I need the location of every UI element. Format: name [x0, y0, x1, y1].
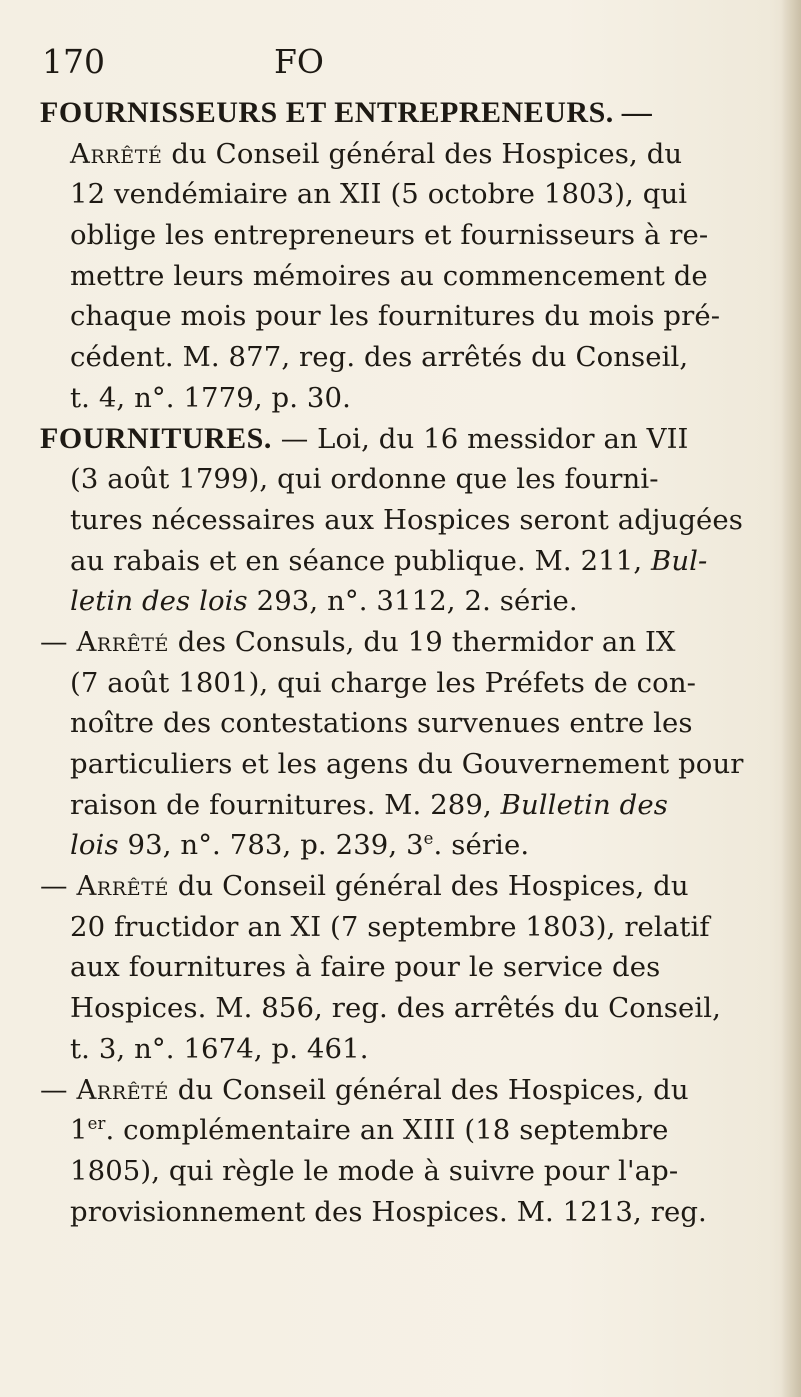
- text-line: [40, 256, 770, 297]
- text-line: [40, 541, 770, 582]
- text-run: Hospices. M. 856, reg. des arrêtés du Conseil,: [70, 992, 721, 1025]
- text-line: [40, 296, 770, 337]
- text-line: [40, 459, 770, 500]
- text-run: t. 4, n°. 1779, p. 30.: [70, 381, 351, 414]
- text-run: —: [40, 625, 77, 658]
- text-line: [40, 744, 770, 785]
- text-run: mettre leurs mémoires au commencement de: [70, 259, 708, 292]
- text-run: . série.: [433, 829, 530, 862]
- publication-title: lois: [70, 829, 119, 862]
- text-line: [40, 419, 770, 460]
- text-line: [40, 947, 770, 988]
- page-header: [42, 42, 762, 92]
- text-line: [40, 378, 770, 419]
- text-line: [40, 1151, 770, 1192]
- text-line: [40, 988, 770, 1029]
- text-run: t. 3, n°. 1674, p. 461.: [70, 1032, 369, 1065]
- text-line: [40, 866, 770, 907]
- text-run: oblige les entrepreneurs et fournisseurs à re-: [70, 219, 709, 252]
- text-line: [40, 785, 770, 826]
- publication-title: letin des lois: [70, 585, 248, 618]
- text-line: [40, 1070, 770, 1111]
- text-run: chaque mois pour les fournitures du mois pré-: [70, 300, 721, 333]
- page-number: 170: [42, 42, 105, 81]
- text-run: 1: [70, 1114, 88, 1147]
- text-run: 1805), qui règle le mode à suivre pour l'ap-: [70, 1154, 679, 1187]
- running-head: FO: [274, 42, 324, 81]
- act-type-label: Arrêté: [76, 870, 169, 903]
- text-run: cédent. M. 877, reg. des arrêtés du Conseil,: [70, 341, 689, 374]
- text-line: [40, 663, 770, 704]
- text-run: (3 août 1799), qui ordonne que les fourni-: [70, 463, 659, 496]
- publication-title: Bulletin des: [500, 788, 668, 821]
- text-line: [40, 134, 770, 175]
- text-line: [40, 825, 770, 866]
- text-run: du Conseil général des Hospices, du: [162, 137, 683, 170]
- text-run: 293, n°. 3112, 2. série.: [247, 585, 578, 618]
- text-run: particuliers et les agens du Gouvernement pour: [70, 748, 744, 780]
- text-line: [40, 215, 770, 256]
- text-line: [40, 1110, 770, 1151]
- text-run: 12 vendémiaire an XII (5 octobre 1803), qui: [70, 178, 688, 211]
- text-line: [40, 1192, 770, 1233]
- text-run: des Consuls, du 19 thermidor an IX: [168, 625, 676, 658]
- text-line: [40, 907, 770, 948]
- text-run: . complémentaire an XIII (18 septembre: [105, 1114, 669, 1147]
- text-line: [40, 622, 770, 663]
- ordinal-superscript: e: [423, 829, 434, 849]
- text-run: du Conseil général des Hospices, du: [168, 870, 689, 903]
- act-type-label: Arrêté: [70, 137, 163, 170]
- text-run: — Loi, du 16 messidor an VII: [271, 422, 689, 455]
- act-type-label: Arrêté: [76, 625, 169, 658]
- text-run: 93, n°. 783, p. 239, 3: [118, 829, 424, 862]
- text-line: [40, 93, 770, 134]
- text-run: du Conseil général des Hospices, du: [168, 1073, 689, 1106]
- entry-heading: FOURNISSEURS ET ENTREPRENEURS. —: [40, 96, 653, 129]
- entry-heading: FOURNITURES.: [40, 421, 272, 455]
- text-run: (7 août 1801), qui charge les Préfets de con-: [70, 666, 697, 699]
- text-run: au rabais et en séance publique. M. 211,: [70, 544, 652, 577]
- text-line: [40, 337, 770, 378]
- text-line: [40, 500, 770, 541]
- text-run: —: [40, 1073, 77, 1106]
- text-run: 20 fructidor an XI (7 septembre 1803), relatif: [70, 910, 710, 943]
- ordinal-superscript: er: [87, 1114, 106, 1134]
- text-run: tures nécessaires aux Hospices seront adjugées: [70, 503, 744, 536]
- text-run: raison de fournitures. M. 289,: [70, 788, 501, 821]
- publication-title: Bul-: [651, 544, 708, 577]
- text-line: [40, 1029, 770, 1070]
- page-body-text: [40, 93, 770, 1232]
- text-line: [40, 174, 770, 215]
- text-line: [40, 581, 770, 622]
- text-run: —: [40, 870, 77, 903]
- text-run: provisionnement des Hospices. M. 1213, reg.: [70, 1195, 707, 1228]
- text-line: [40, 703, 770, 744]
- text-run: noître des contestations survenues entre les: [70, 707, 693, 740]
- text-run: aux fournitures à faire pour le service des: [70, 951, 661, 984]
- page-edge-shadow: [781, 0, 801, 1397]
- act-type-label: Arrêté: [76, 1073, 169, 1106]
